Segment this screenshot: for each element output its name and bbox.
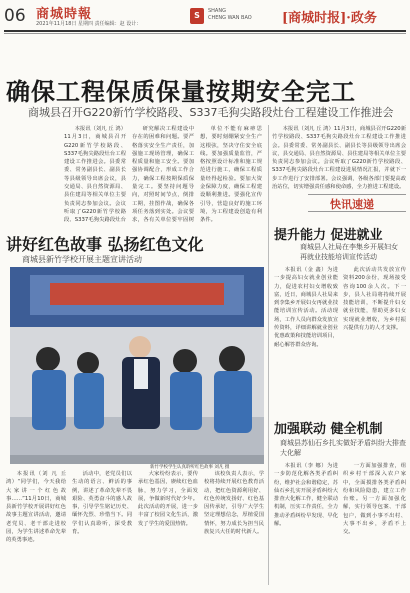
story-column-3: 大家纷纷表示，要传承红色基因，赓续红色血脉，努力学习，全面发展，争做新时代好少年。此次活动的开展，进一步丰富了校园文化生活，激发了学生的爱国热情。: [138, 471, 198, 527]
lead-headline: 确保工程保质保量按期安全完工: [6, 77, 356, 106]
column-divider: [268, 125, 269, 585]
photo-caption: 新竹学校学生认真聆听红色故事 刘凡 摄: [150, 465, 230, 470]
newspaper-emblem: S: [190, 8, 204, 24]
linkage-headline: 加强联动 健全机制: [274, 422, 383, 437]
story-column-4: 该校负责人表示，学校将持续开展红色教育活动，把红色资源利用好、红色传统发扬好、红色基因传承好，引导广大学生坚定理想信念，厚植爱国情怀，努力成长为担当民族复兴大任的时代新人。: [204, 471, 264, 536]
story-column-1: 本报讯（刘 凡 丘 鸿）“同学们，今天我给大家讲一个红色故事……”11月10日，商城县新竹学校开展讲好红色故事主题宣讲活动，邀请老党员、老干部走进校园，为学生讲述革命先辈的英勇事迹。: [6, 471, 66, 544]
story-column-2: 活动中，老党员们以生动的语言、鲜活的事例，讲述了革命先辈不畏艰险、英勇奋斗的感人故事，引导学生铭记历史、缅怀先烈、珍惜当下。同学们认真聆听，深受教育。: [72, 471, 132, 536]
quick-news-headline: 提升能力 促进就业: [274, 228, 383, 243]
story-headline: 讲好红色故事 弘扬红色文化: [6, 235, 204, 254]
linkage-column-1: 本报讯（李 娜）为进一步防范化解各类矛盾纠纷，维护社会和谐稳定，苏仙石乡扎实开展矛盾纠纷大排查大化解工作，健全联动机制，压实工作责任，全力推动矛盾纠纷早发现、早化解。: [274, 463, 338, 528]
linkage-subhead: 商城县苏仙石乡扎实做好矛盾纠纷大排查大化解: [280, 439, 406, 457]
quick-news-column-2: 此次活动共发放宣传资料200余份，现场接受咨询100余人次。下一步，县人社局将持续开展技能培训，不断提升妇女就业技能，帮助更多妇女实现就业增收，为乡村振兴提供有力的人才支撑。: [343, 267, 406, 332]
lead-column-4: 本报讯（刘凡 丘 鸿）11月3日，商城县召开G220新竹学校路段、S337毛狗尖路段灶台工程建设工作推进会。县委常委、常务副县长、副县长等县级领导出席会议，县交通局、县自然资源局、县住建局等相关单位主要负责同志参加会议。会议听取了G220新竹学校路段、S337毛狗尖路段灶台工程建设进展情况汇报，并就下一步工作进行了安排部署。会议强调，各级各部门要提高政治站位，切实增强责任感和使命感，全力推进工程建设。: [272, 126, 406, 191]
lead-column-2: 研究解决工程建设中存在的困难和问题。要严格落实安全生产责任，加强施工现场管理，确保工程质量和施工安全。要加强协调配合，形成工作合力，确保工程按期保质保量完工。要坚持问题导向，对照时间节点，倒排工期，挂图作战，确保各项任务落到实处。会议要求，各有关单位要牢固树: [132, 126, 194, 223]
quick-news-column-1: 本报讯（金 鑫）为进一步提高妇女就业创业能力，促进农村妇女增收致富，近日，商城县人社局来到李集乡开展妇女再就业技能培训宣传活动。活动现场，工作人员向群众发放宣传资料，详细讲解就业创业优惠政策和技能培训项目，耐心解答群众咨询。: [274, 267, 338, 348]
classroom-photo: [10, 267, 264, 464]
classroom-photo-illustration: [10, 267, 264, 464]
lead-column-3: 单位不能有麻痹思想，要时刻绷紧安全生产这根弦，坚决守住安全底线。要加强质量监管，严格按照设计标准和施工规范进行施工，确保工程质量经得起检验。要加大资金保障力度，确保工程建设顺利推进。要强化宣传引导，营造良好的施工环境，为工程建设创造有利条件。: [200, 126, 262, 223]
masthead-rule: [4, 30, 406, 32]
masthead-rule-thin: [4, 33, 406, 34]
page-number: 06: [4, 6, 26, 26]
lead-column-1: 本报讯（刘凡 丘 鸿）11月3日，商城县召开G220新竹学校路段、S337毛狗尖路段灶台工程建设工作推进会。县委常委、常务副县长、副县长等县级领导出席会议，县交通局、县自然资源局、县住建局等相关单位主要负责同志参加会议。会议听取了G220新竹学校路段、S337毛狗尖路段灶台: [64, 126, 126, 223]
section-title: [商城时报]·政务: [282, 11, 377, 26]
quick-news-label: 快讯速递: [308, 194, 406, 212]
english-name-line-1: SHANG: [208, 8, 226, 14]
lead-subhead: 商城县召开G220新竹学校路段、S337毛狗尖路段灶台工程建设工作推进会: [28, 106, 394, 119]
quick-news-subhead: 商城县人社局在李集乡开展妇女再就业技能培训宣传活动: [300, 243, 398, 261]
story-subhead: 商城县新竹学校开展主题宣讲活动: [22, 255, 142, 264]
english-name-line-2: CHENG WAN BAO: [208, 15, 252, 21]
issue-date: 2021年11月18日 星期四 责任编辑：赵 设计：: [36, 21, 142, 27]
newspaper-logo: 商城時報: [36, 7, 93, 22]
linkage-column-2: 一方面加强排查，组织乡村干部深入农户家中，全面摸排各类矛盾纠纷和风险隐患，建立工作台账。另一方面加强化解，实行领导包案、干部包户，做到小事不出村、大事不出乡，矛盾不上交。: [343, 463, 406, 536]
